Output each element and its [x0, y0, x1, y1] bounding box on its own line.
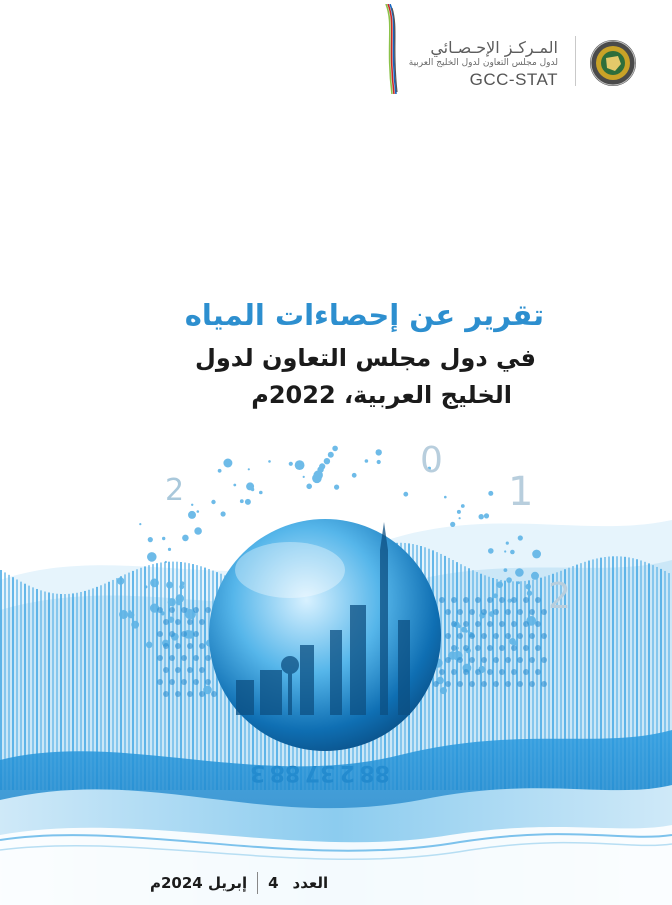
water-globe-illustration: [0, 430, 672, 905]
report-subtitle-line2: الخليج العربية، 2022م: [251, 381, 512, 409]
flag-stripes-icon: [384, 4, 398, 94]
gcc-emblem-icon: [588, 38, 638, 88]
issue-info: [150, 872, 328, 894]
report-title: تقرير عن إحصاءات المياه: [184, 298, 544, 332]
issue-label: العدد: [292, 874, 329, 892]
logo-divider: [575, 36, 576, 86]
org-subtitle-arabic: لدول مجلس التعاون لدول الخليج العربية: [408, 58, 558, 68]
issue-date: إبريل 2024م: [150, 874, 248, 892]
digit-1: 1: [508, 469, 534, 515]
gcc-stat-logo: [372, 0, 672, 100]
issue-number: 4: [268, 874, 279, 892]
org-name-english: GCC-STAT: [469, 70, 558, 89]
report-subtitle-line1: في دول مجلس التعاون لدول: [195, 344, 536, 372]
digit-2-right: 2: [548, 576, 571, 617]
footer-divider: [257, 872, 258, 894]
digit-2-left: 2: [165, 473, 185, 508]
org-name-arabic: المـركـز الإحـصـائي: [430, 38, 558, 57]
digit-0: 0: [420, 440, 443, 481]
